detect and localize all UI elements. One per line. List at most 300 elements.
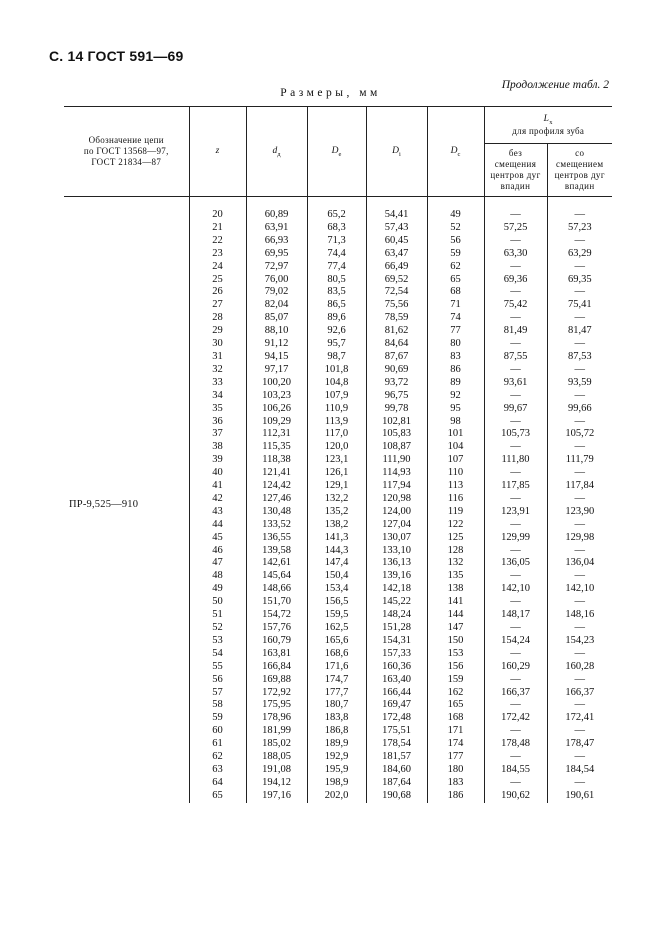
cell-De: 71,3: [307, 235, 366, 248]
cell-Di: 120,98: [366, 493, 427, 506]
cell-lx1: —: [484, 674, 547, 687]
cell-z: 48: [189, 570, 246, 583]
cell-lx1: —: [484, 493, 547, 506]
cell-De: 80,5: [307, 274, 366, 287]
cell-Dc: 125: [427, 532, 484, 545]
cell-Dc: 65: [427, 274, 484, 287]
cell-Di: 160,36: [366, 661, 427, 674]
cell-d: 118,38: [246, 454, 307, 467]
cell-d: 157,76: [246, 622, 307, 635]
cell-d: 115,35: [246, 441, 307, 454]
cell-Di: 111,90: [366, 454, 427, 467]
header-De-sub: e: [338, 150, 342, 158]
cell-d: 160,79: [246, 635, 307, 648]
cell-lx1: 184,55: [484, 764, 547, 777]
cell-Di: 54,41: [366, 209, 427, 222]
header-z: [189, 107, 246, 197]
cell-De: 159,5: [307, 609, 366, 622]
header-with-offset-line: смещением: [555, 159, 604, 170]
cell-lx2: 63,29: [547, 248, 612, 261]
cell-lx1: 123,91: [484, 506, 547, 519]
cell-d: 188,05: [246, 751, 307, 764]
cell-lx1: 136,05: [484, 557, 547, 570]
cell-Dc: 171: [427, 725, 484, 738]
cell-lx2: 93,59: [547, 377, 612, 390]
cell-d: 139,58: [246, 545, 307, 558]
cell-lx1: 129,99: [484, 532, 547, 545]
cell-De: 195,9: [307, 764, 366, 777]
cell-De: 165,6: [307, 635, 366, 648]
cell-z: 24: [189, 261, 246, 274]
cell-Dc: 174: [427, 738, 484, 751]
cell-lx1: 148,17: [484, 609, 547, 622]
cell-lx2: —: [547, 312, 612, 325]
header-designation-line: Обозначение цепи: [88, 135, 164, 146]
spacer-row: [64, 197, 612, 210]
cell-Dc: 110: [427, 467, 484, 480]
cell-lx2: 142,10: [547, 583, 612, 596]
cell-lx2: 160,28: [547, 661, 612, 674]
cell-z: 60: [189, 725, 246, 738]
cell-d: 112,31: [246, 428, 307, 441]
cell-Di: 130,07: [366, 532, 427, 545]
cell-d: 91,12: [246, 338, 307, 351]
cell-Dc: 83: [427, 351, 484, 364]
cell-De: 198,9: [307, 777, 366, 790]
cell-Di: 93,72: [366, 377, 427, 390]
cell-Dc: 80: [427, 338, 484, 351]
cell-z: 45: [189, 532, 246, 545]
cell-lx2: 129,98: [547, 532, 612, 545]
cell-z: 51: [189, 609, 246, 622]
cell-lx2: —: [547, 364, 612, 377]
cell-z: 65: [189, 790, 246, 803]
cell-Di: 169,47: [366, 699, 427, 712]
cell-Di: 175,51: [366, 725, 427, 738]
cell-lx2: —: [547, 261, 612, 274]
cell-lx1: —: [484, 725, 547, 738]
cell-lx1: —: [484, 364, 547, 377]
cell-Di: 117,94: [366, 480, 427, 493]
cell-Dc: 56: [427, 235, 484, 248]
cell-z: 44: [189, 519, 246, 532]
cell-lx2: 87,53: [547, 351, 612, 364]
cell-z: 34: [189, 390, 246, 403]
cell-d: 166,84: [246, 661, 307, 674]
cell-lx1: 160,29: [484, 661, 547, 674]
cell-lx1: —: [484, 441, 547, 454]
cell-Di: 166,44: [366, 687, 427, 700]
cell-d: 63,91: [246, 222, 307, 235]
cell-lx1: 69,36: [484, 274, 547, 287]
cell-z: 26: [189, 286, 246, 299]
cell-lx2: —: [547, 699, 612, 712]
cell-lx2: —: [547, 545, 612, 558]
cell-De: 107,9: [307, 390, 366, 403]
cell-Di: 84,64: [366, 338, 427, 351]
cell-lx2: —: [547, 622, 612, 635]
cell-z: 25: [189, 274, 246, 287]
cell-z: 27: [189, 299, 246, 312]
cell-lx1: —: [484, 751, 547, 764]
cell-z: 54: [189, 648, 246, 661]
cell-lx1: 111,80: [484, 454, 547, 467]
cell-d: 154,72: [246, 609, 307, 622]
cell-d: 60,89: [246, 209, 307, 222]
cell-z: 29: [189, 325, 246, 338]
cell-Di: 57,43: [366, 222, 427, 235]
cell-lx2: 154,23: [547, 635, 612, 648]
cell-Di: 178,54: [366, 738, 427, 751]
cell-Dc: 119: [427, 506, 484, 519]
cell-Dc: 128: [427, 545, 484, 558]
cell-De: 65,2: [307, 209, 366, 222]
cell-z: 64: [189, 777, 246, 790]
cell-lx2: —: [547, 777, 612, 790]
cell-d: 163,81: [246, 648, 307, 661]
cell-De: 153,4: [307, 583, 366, 596]
header-dd-sub: д: [277, 150, 281, 158]
cell-lx2: —: [547, 441, 612, 454]
cell-lx1: —: [484, 286, 547, 299]
cell-lx2: —: [547, 493, 612, 506]
table-body: [64, 197, 612, 803]
chain-designation-cell: ПР-9,525—910: [64, 209, 189, 803]
cell-d: 72,97: [246, 261, 307, 274]
cell-lx2: 148,16: [547, 609, 612, 622]
cell-Di: 184,60: [366, 764, 427, 777]
cell-Dc: 86: [427, 364, 484, 377]
cell-lx2: —: [547, 648, 612, 661]
cell-De: 144,3: [307, 545, 366, 558]
sprocket-dimensions-table: [64, 106, 612, 803]
cell-Dc: 98: [427, 416, 484, 429]
cell-De: 83,5: [307, 286, 366, 299]
cell-Dc: 116: [427, 493, 484, 506]
cell-Di: 142,18: [366, 583, 427, 596]
cell-Di: 108,87: [366, 441, 427, 454]
cell-lx2: 99,66: [547, 403, 612, 416]
cell-De: 177,7: [307, 687, 366, 700]
cell-Dc: 159: [427, 674, 484, 687]
cell-z: 35: [189, 403, 246, 416]
cell-lx2: 69,35: [547, 274, 612, 287]
cell-z: 52: [189, 622, 246, 635]
cell-z: 38: [189, 441, 246, 454]
cell-lx2: 184,54: [547, 764, 612, 777]
cell-De: 141,3: [307, 532, 366, 545]
cell-De: 147,4: [307, 557, 366, 570]
cell-lx2: —: [547, 467, 612, 480]
cell-De: 183,8: [307, 712, 366, 725]
cell-De: 162,5: [307, 622, 366, 635]
header-De-base: D: [331, 145, 339, 156]
cell-Di: 133,10: [366, 545, 427, 558]
header-z-symbol: z: [215, 146, 220, 157]
cell-z: 47: [189, 557, 246, 570]
cell-z: 39: [189, 454, 246, 467]
cell-d: 121,41: [246, 467, 307, 480]
cell-lx2: 75,41: [547, 299, 612, 312]
cell-Dc: 183: [427, 777, 484, 790]
cell-lx2: 57,23: [547, 222, 612, 235]
cell-lx2: —: [547, 725, 612, 738]
cell-Dc: 138: [427, 583, 484, 596]
cell-d: 76,00: [246, 274, 307, 287]
cell-De: 98,7: [307, 351, 366, 364]
cell-Di: 148,24: [366, 609, 427, 622]
cell-De: 192,9: [307, 751, 366, 764]
cell-lx1: —: [484, 261, 547, 274]
cell-Di: 90,69: [366, 364, 427, 377]
cell-lx2: —: [547, 416, 612, 429]
cell-z: 23: [189, 248, 246, 261]
cell-Di: 75,56: [366, 299, 427, 312]
cell-d: 145,64: [246, 570, 307, 583]
cell-Di: 105,83: [366, 428, 427, 441]
cell-d: 194,12: [246, 777, 307, 790]
cell-De: 110,9: [307, 403, 366, 416]
table-continuation-label: Продолжение табл. 2: [501, 79, 609, 91]
cell-d: 142,61: [246, 557, 307, 570]
cell-z: 41: [189, 480, 246, 493]
cell-lx1: 142,10: [484, 583, 547, 596]
cell-Di: 163,40: [366, 674, 427, 687]
cell-Dc: 49: [427, 209, 484, 222]
cell-Di: 154,31: [366, 635, 427, 648]
cell-Di: 66,49: [366, 261, 427, 274]
cell-z: 20: [189, 209, 246, 222]
header-Dc-sub: c: [457, 150, 461, 158]
cell-De: 135,2: [307, 506, 366, 519]
cell-Dc: 104: [427, 441, 484, 454]
cell-lx2: —: [547, 751, 612, 764]
page-header: С. 14 ГОСТ 591—69: [49, 48, 184, 64]
cell-d: 178,96: [246, 712, 307, 725]
cell-Di: 87,67: [366, 351, 427, 364]
header-Dc-base: D: [450, 145, 458, 156]
cell-Dc: 135: [427, 570, 484, 583]
cell-Di: 181,57: [366, 751, 427, 764]
header-chain-designation: [64, 107, 189, 197]
cell-Dc: 162: [427, 687, 484, 700]
cell-De: 74,4: [307, 248, 366, 261]
cell-Di: 145,22: [366, 596, 427, 609]
cell-d: 191,08: [246, 764, 307, 777]
header-without-offset-line: центров дуг: [490, 170, 541, 180]
cell-Dc: 168: [427, 712, 484, 725]
cell-De: 95,7: [307, 338, 366, 351]
cell-z: 50: [189, 596, 246, 609]
cell-lx2: 111,79: [547, 454, 612, 467]
cell-d: 103,23: [246, 390, 307, 403]
header-without-offset-line: без: [508, 148, 523, 159]
header-dd-base: d: [272, 145, 278, 156]
cell-De: 150,4: [307, 570, 366, 583]
cell-Dc: 132: [427, 557, 484, 570]
dimensions-label: Размеры, мм: [280, 87, 381, 99]
cell-z: 46: [189, 545, 246, 558]
cell-Di: 136,13: [366, 557, 427, 570]
cell-Di: 69,52: [366, 274, 427, 287]
cell-Di: 78,59: [366, 312, 427, 325]
cell-z: 30: [189, 338, 246, 351]
cell-lx2: —: [547, 235, 612, 248]
cell-De: 68,3: [307, 222, 366, 235]
cell-d: 181,99: [246, 725, 307, 738]
cell-Dc: 144: [427, 609, 484, 622]
cell-Dc: 156: [427, 661, 484, 674]
cell-z: 55: [189, 661, 246, 674]
cell-lx1: —: [484, 777, 547, 790]
cell-lx2: —: [547, 390, 612, 403]
cell-lx2: —: [547, 286, 612, 299]
cell-lx1: 81,49: [484, 325, 547, 338]
cell-d: 172,92: [246, 687, 307, 700]
cell-Di: 187,64: [366, 777, 427, 790]
cell-z: 63: [189, 764, 246, 777]
cell-z: 21: [189, 222, 246, 235]
cell-De: 129,1: [307, 480, 366, 493]
cell-De: 86,5: [307, 299, 366, 312]
cell-lx1: —: [484, 209, 547, 222]
header-Di: [366, 107, 427, 197]
header-with-offset-line: со: [575, 148, 585, 159]
cell-d: 66,93: [246, 235, 307, 248]
cell-lx2: —: [547, 209, 612, 222]
cell-z: 49: [189, 583, 246, 596]
cell-z: 56: [189, 674, 246, 687]
cell-lx2: —: [547, 674, 612, 687]
cell-lx1: 63,30: [484, 248, 547, 261]
cell-Di: 102,81: [366, 416, 427, 429]
cell-De: 117,0: [307, 428, 366, 441]
cell-z: 43: [189, 506, 246, 519]
cell-z: 31: [189, 351, 246, 364]
header-with-offset-line: центров дуг: [554, 170, 605, 180]
cell-Dc: 107: [427, 454, 484, 467]
cell-Dc: 77: [427, 325, 484, 338]
cell-lx1: —: [484, 699, 547, 712]
cell-d: 88,10: [246, 325, 307, 338]
header-without-offset: [484, 144, 547, 197]
cell-d: 97,17: [246, 364, 307, 377]
cell-lx1: 178,48: [484, 738, 547, 751]
cell-lx1: 154,24: [484, 635, 547, 648]
cell-lx1: —: [484, 519, 547, 532]
cell-Dc: 153: [427, 648, 484, 661]
cell-Di: 172,48: [366, 712, 427, 725]
cell-De: 104,8: [307, 377, 366, 390]
cell-Dc: 68: [427, 286, 484, 299]
cell-z: 33: [189, 377, 246, 390]
cell-lx1: 57,25: [484, 222, 547, 235]
header-Di-base: D: [392, 145, 400, 156]
cell-lx2: 172,41: [547, 712, 612, 725]
cell-z: 61: [189, 738, 246, 751]
cell-De: 138,2: [307, 519, 366, 532]
cell-d: 197,16: [246, 790, 307, 803]
cell-lx2: 117,84: [547, 480, 612, 493]
cell-De: 168,6: [307, 648, 366, 661]
cell-De: 101,8: [307, 364, 366, 377]
cell-lx1: 172,42: [484, 712, 547, 725]
cell-lx2: 123,90: [547, 506, 612, 519]
cell-De: 132,2: [307, 493, 366, 506]
cell-lx2: —: [547, 596, 612, 609]
cell-lx2: —: [547, 519, 612, 532]
cell-d: 85,07: [246, 312, 307, 325]
cell-Dc: 165: [427, 699, 484, 712]
cell-lx1: —: [484, 596, 547, 609]
cell-lx1: 93,61: [484, 377, 547, 390]
cell-d: 148,66: [246, 583, 307, 596]
cell-lx2: —: [547, 570, 612, 583]
cell-Dc: 180: [427, 764, 484, 777]
cell-Dc: 101: [427, 428, 484, 441]
cell-De: 123,1: [307, 454, 366, 467]
header-Di-sub: i: [399, 150, 401, 158]
header-dd: [246, 107, 307, 197]
cell-d: 100,20: [246, 377, 307, 390]
cell-De: 174,7: [307, 674, 366, 687]
cell-Dc: 74: [427, 312, 484, 325]
cell-De: 120,0: [307, 441, 366, 454]
cell-d: 109,29: [246, 416, 307, 429]
cell-lx1: —: [484, 416, 547, 429]
cell-Di: 151,28: [366, 622, 427, 635]
cell-d: 124,42: [246, 480, 307, 493]
cell-De: 186,8: [307, 725, 366, 738]
cell-De: 77,4: [307, 261, 366, 274]
cell-lx1: —: [484, 622, 547, 635]
header-without-offset-line: впадин: [500, 180, 531, 191]
cell-z: 40: [189, 467, 246, 480]
cell-Dc: 122: [427, 519, 484, 532]
cell-Dc: 71: [427, 299, 484, 312]
cell-z: 58: [189, 699, 246, 712]
cell-Dc: 177: [427, 751, 484, 764]
header-lx-base: L: [543, 113, 550, 124]
cell-Di: 190,68: [366, 790, 427, 803]
cell-Dc: 89: [427, 377, 484, 390]
table-row: [64, 209, 612, 222]
cell-Dc: 62: [427, 261, 484, 274]
cell-d: 133,52: [246, 519, 307, 532]
cell-Dc: 141: [427, 596, 484, 609]
header-with-offset: [547, 144, 612, 197]
cell-lx1: —: [484, 235, 547, 248]
cell-z: 59: [189, 712, 246, 725]
cell-d: 151,70: [246, 596, 307, 609]
cell-lx2: 105,72: [547, 428, 612, 441]
cell-Dc: 150: [427, 635, 484, 648]
cell-lx1: 75,42: [484, 299, 547, 312]
cell-De: 202,0: [307, 790, 366, 803]
cell-Dc: 147: [427, 622, 484, 635]
cell-z: 22: [189, 235, 246, 248]
cell-z: 42: [189, 493, 246, 506]
cell-De: 156,5: [307, 596, 366, 609]
cell-De: 189,9: [307, 738, 366, 751]
header-lx-caption: для профиля зуба: [512, 126, 585, 137]
header-Dc: [427, 107, 484, 197]
cell-De: 126,1: [307, 467, 366, 480]
header-lx-sub: x: [549, 118, 553, 126]
cell-lx1: —: [484, 338, 547, 351]
cell-Dc: 92: [427, 390, 484, 403]
cell-lx2: 136,04: [547, 557, 612, 570]
